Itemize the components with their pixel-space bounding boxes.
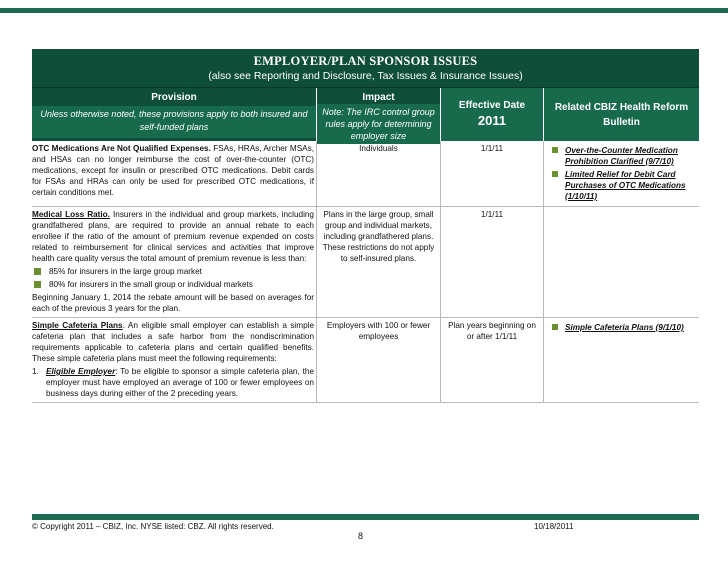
table-row [32, 318, 699, 403]
provision-bullet [32, 279, 314, 290]
footer-date: 10/18/2011 [534, 522, 574, 531]
header-provision-label: Provision [32, 88, 316, 103]
provision-lead: OTC Medications Are Not Qualified Expenses. [32, 144, 211, 153]
table-row [32, 141, 699, 207]
bulletin-cell [543, 141, 699, 206]
table-row [32, 207, 699, 318]
header-impact [316, 88, 440, 141]
square-bullet-icon [552, 324, 558, 330]
bulletin-link[interactable]: Over-the-Counter Medication Prohibition Clarified (9/7/10) [565, 146, 678, 166]
table-header [32, 87, 699, 141]
provision-lead: Medical Loss Ratio. [32, 210, 110, 219]
requirement-number: 1. [32, 367, 39, 376]
effective-cell: Plan years beginning on or after 1/1/11 [440, 318, 543, 402]
footer-accent-bar [32, 514, 699, 520]
provision-bullet-text: 80% for insurers in the small group or individual markets [49, 280, 253, 289]
effective-cell: 1/1/11 [440, 141, 543, 206]
provision-cell [32, 141, 316, 206]
impact-cell: Employers with 100 or fewer employees [316, 318, 440, 402]
header-effective-date [440, 88, 543, 141]
bulletin-item [552, 322, 697, 333]
provision-text: Insurers in the individual and group markets, including grandfathered plans, are required to provide an annual rebate to each enrollee if the ratio of the amount of premium revenue expended on costs related to reimbursement for clinical services and activities that improve health care quality versus the total amount of premium revenue is less than: [32, 210, 314, 263]
provision-bullet-text: 85% for insurers in the large group market [49, 267, 202, 276]
requirement-item [32, 366, 314, 399]
header-provision [32, 88, 316, 141]
requirement-text: : To be eligible to sponsor a simple cafeteria plan, the employer must have employed an average of 100 or fewer employees on business days during either of the 2 preceding years. [46, 367, 315, 398]
provision-text: FSAs, HRAs, Archer MSAs, and HSAs can no longer reimburse the cost of over-the-counter (OTC) medications, except for insulin or prescribed OTC medications. Debit cards for FSAs and HRAs can only be used for prescribed OTC medications, if certain conditions met. [32, 144, 314, 197]
header-impact-note: Note: The IRC control group rules apply for determining employer size [317, 104, 440, 144]
table-subtitle: (also see Reporting and Disclosure, Tax Issues & Insurance Issues) [208, 70, 523, 82]
requirement-text-wrap [46, 366, 314, 399]
bulletin-cell [543, 318, 699, 402]
page-number: 8 [358, 531, 364, 541]
square-bullet-icon [552, 171, 558, 177]
provision-text: . An eligible small employer can establish a simple cafeteria plan that includes a safe harbor from the nondiscrimination requirements applicable to cafeteria plans and certain qualified benefits. These simple cafeteria plans must meet the following requirements: [32, 321, 314, 363]
provision-cell [32, 207, 316, 317]
top-accent-bar [0, 8, 728, 13]
copyright-text: © Copyright 2011 – CBIZ, Inc. NYSE listed: CBZ. All rights reserved. [32, 522, 274, 531]
table-title: EMPLOYER/PLAN SPONSOR ISSUES [253, 54, 478, 68]
header-impact-label: Impact [362, 92, 395, 103]
requirement-lead: Eligible Employer [46, 367, 116, 376]
square-bullet-icon [552, 147, 558, 153]
square-bullet-icon [34, 281, 41, 288]
provision-text-2: Beginning January 1, 2014 the rebate amount will be based on averages for each of the previous 3 years for the plan. [32, 293, 314, 313]
header-effective-label: Effective Date [458, 100, 526, 111]
issues-table [32, 49, 699, 403]
header-related-bulletin [543, 88, 699, 141]
table-title-band [32, 49, 699, 87]
provision-lead: Simple Cafeteria Plans [32, 321, 123, 330]
header-provision-note: Unless otherwise noted, these provisions apply to both insured and self-funded plans [32, 106, 316, 138]
impact-cell: Plans in the large group, small group and individual markets, including grandfathered plans. These restrictions do not apply to self-insured plans. [316, 207, 440, 317]
bulletin-link[interactable]: Simple Cafeteria Plans (9/1/10) [565, 323, 684, 332]
header-related-label: Related CBIZ Health Reform Bulletin [554, 102, 689, 128]
header-year: 2011 [477, 113, 507, 128]
provision-bullet [32, 266, 314, 277]
impact-cell: Individuals [316, 141, 440, 206]
bulletin-item [552, 145, 697, 167]
bulletin-item [552, 169, 697, 202]
effective-cell: 1/1/11 [440, 207, 543, 317]
square-bullet-icon [34, 268, 41, 275]
provision-cell [32, 318, 316, 402]
bulletin-cell [543, 207, 699, 317]
bulletin-link[interactable]: Limited Relief for Debit Card Purchases of OTC Medications (1/10/11) [565, 170, 686, 201]
